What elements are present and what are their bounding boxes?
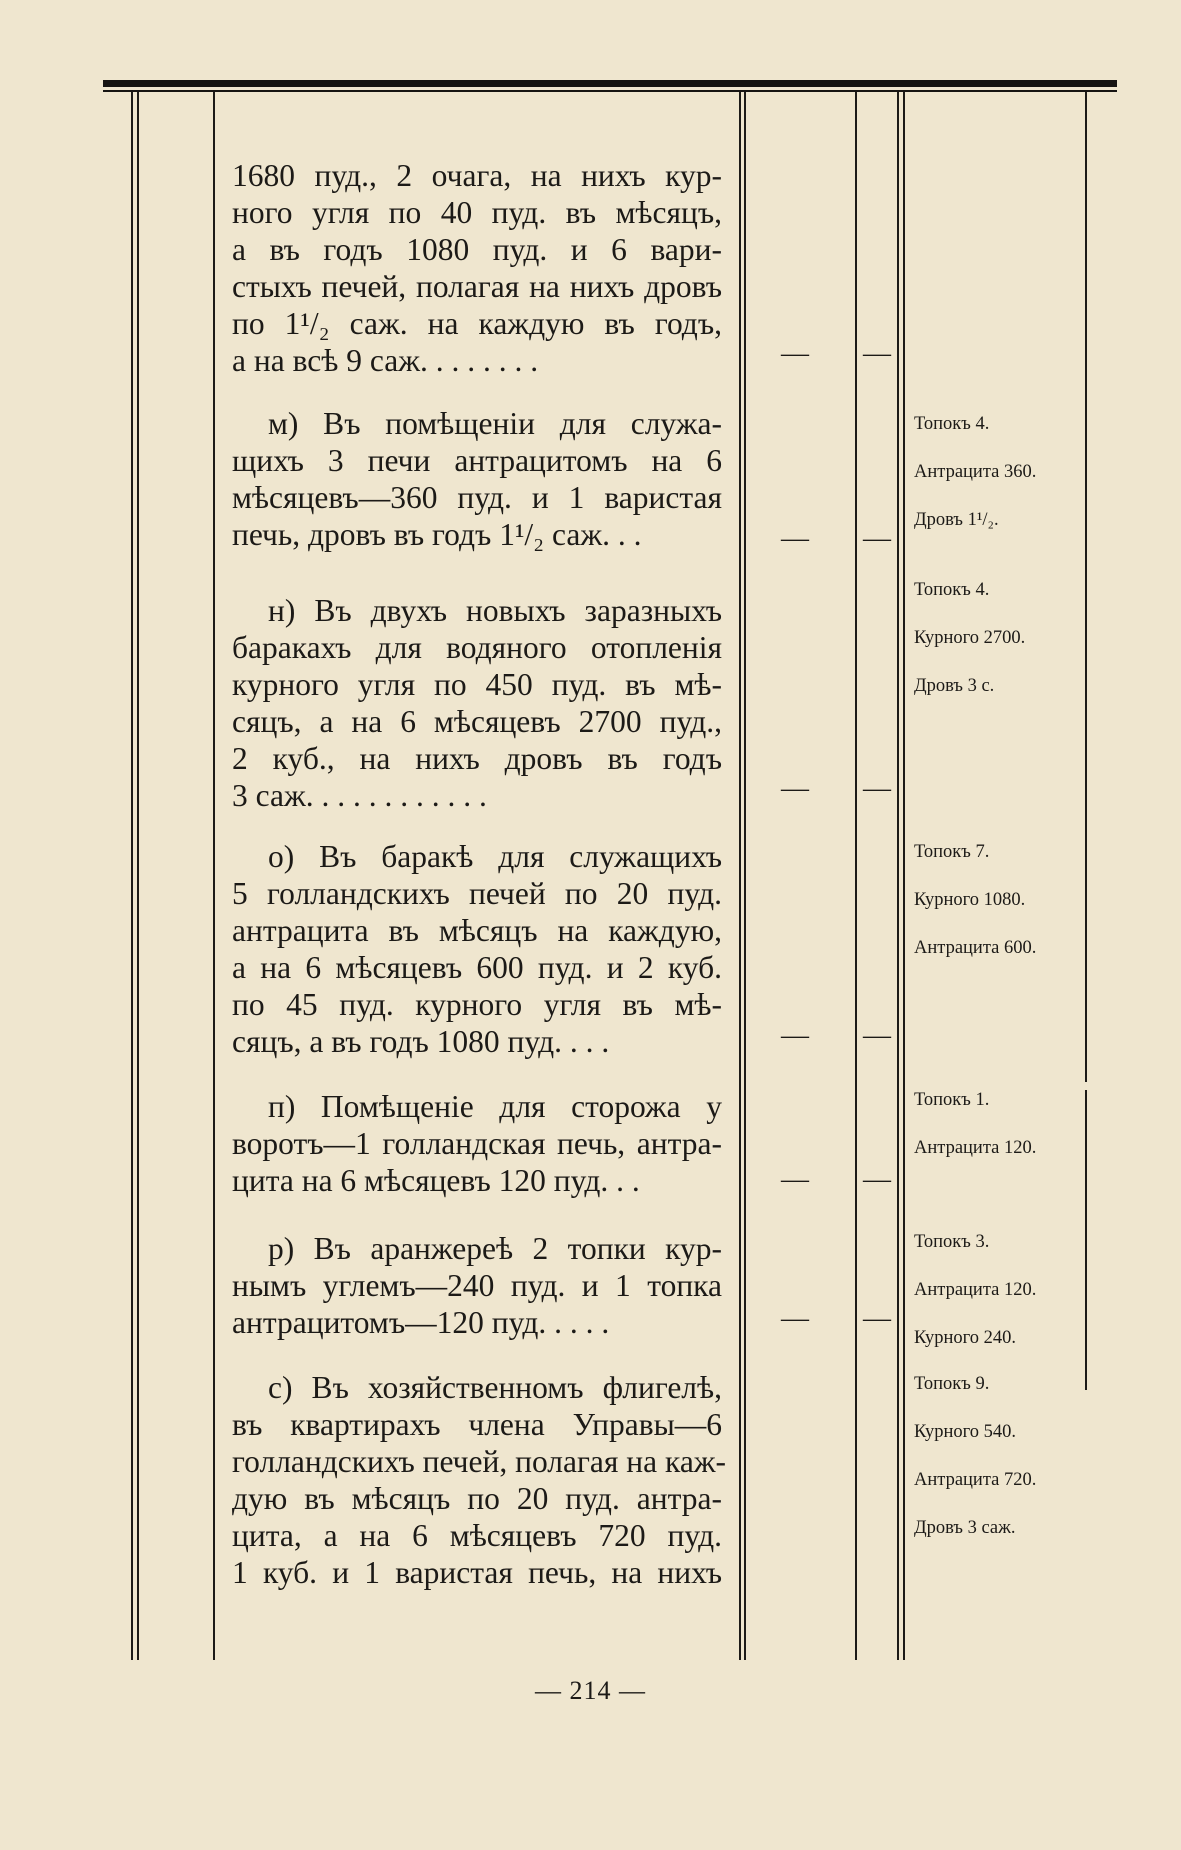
column-line xyxy=(744,92,746,1660)
amount-dash: — xyxy=(863,1303,891,1334)
entry-line: антрацитомъ—120 пуд. . . . . xyxy=(232,1305,610,1340)
entry-line: цита на 6 мѣсяцевъ 120 пуд. . . xyxy=(232,1163,640,1198)
amount-dash: — xyxy=(781,1164,809,1195)
entry-line: 2 куб., на нихъ дровъ въ годъ xyxy=(232,741,722,776)
entry-line: н) Въ двухъ новыхъ заразныхъ xyxy=(268,593,722,628)
fuel-summary-line: Антрацита 120. xyxy=(914,1138,1037,1158)
fuel-summary-line: Топокъ 9. xyxy=(914,1374,990,1394)
column-line xyxy=(137,92,139,1660)
entry-line: дую въ мѣсяцъ по 20 пуд. антра- xyxy=(232,1481,722,1516)
entry-text xyxy=(232,405,722,553)
entry-line: а на 6 мѣсяцевъ 600 пуд. и 2 куб. xyxy=(232,950,722,985)
entry-line: а на всѣ 9 саж. . . . . . . . xyxy=(232,343,539,378)
entry-line: а въ годъ 1080 пуд. и 6 вари- xyxy=(232,232,722,267)
amount-dash: — xyxy=(781,523,809,554)
column-line xyxy=(855,92,857,1660)
fuel-summary-line: Курного 540. xyxy=(914,1422,1016,1442)
fuel-summary-line: Антрацита 360. xyxy=(914,462,1037,482)
fuel-summary-line: Топокъ 1. xyxy=(914,1090,990,1110)
entry-line: стыхъ печей, полагая на нихъ дровъ xyxy=(232,269,722,304)
column-line xyxy=(213,92,215,1660)
entry-line: р) Въ аранжереѣ 2 топки кур- xyxy=(268,1231,722,1266)
amount-dash: — xyxy=(863,338,891,369)
fuel-summary-line: Антрацита 720. xyxy=(914,1470,1037,1490)
entry-line: м) Въ помѣщеніи для служа- xyxy=(268,406,722,441)
fuel-summary xyxy=(914,1232,1089,1376)
fuel-summary-line: Топокъ 4. xyxy=(914,414,990,434)
fuel-summary xyxy=(914,414,1089,558)
amount-dash: — xyxy=(781,338,809,369)
fuel-summary xyxy=(914,1090,1089,1186)
column-line xyxy=(739,92,741,1660)
entry-line: голландскихъ печей, полагая на каж- xyxy=(232,1444,727,1479)
entry-text xyxy=(232,157,722,379)
entry-line: сяцъ, а на 6 мѣсяцевъ 2700 пуд., xyxy=(232,704,722,739)
fuel-summary-line: Дровъ 3 саж. xyxy=(914,1518,1016,1538)
fuel-summary-line: Топокъ 3. xyxy=(914,1232,990,1252)
entry-line: 5 голландскихъ печей по 20 пуд. xyxy=(232,876,722,911)
fuel-summary-line: Дровъ 3 с. xyxy=(914,676,995,696)
fuel-summary-line: Курного 1080. xyxy=(914,890,1026,910)
entry-line: п) Помѣщеніе для сторожа у xyxy=(268,1089,722,1124)
entry-line: 3 саж. . . . . . . . . . . . xyxy=(232,778,487,813)
entry-line: 1680 пуд., 2 очага, на нихъ кур- xyxy=(232,158,722,193)
entry-line: сяцъ, а въ годъ 1080 пуд. . . . xyxy=(232,1024,610,1059)
fuel-summary-line: Дровъ 1¹/₂. xyxy=(914,510,999,530)
top-rule xyxy=(103,80,1117,87)
entry-line: щихъ 3 печи антрацитомъ на 6 xyxy=(232,443,722,478)
fuel-summary xyxy=(914,842,1089,986)
entry-line: ного угля по 40 пуд. въ мѣсяцъ, xyxy=(232,195,722,230)
entry-line: печь, дровъ въ годъ 1¹/₂ саж. . . xyxy=(232,517,642,552)
amount-dash: — xyxy=(863,523,891,554)
column-line xyxy=(897,92,899,1660)
entry-line: с) Въ хозяйственномъ флигелѣ, xyxy=(268,1370,722,1405)
amount-dash: — xyxy=(781,773,809,804)
entry-text xyxy=(232,592,722,814)
fuel-summary-line: Антрацита 120. xyxy=(914,1280,1037,1300)
entry-line: нымъ углемъ—240 пуд. и 1 топка xyxy=(232,1268,722,1303)
entry-line: баракахъ для водяного отопленія xyxy=(232,630,722,665)
entry-line: о) Въ баракѣ для служащихъ xyxy=(268,839,722,874)
fuel-summary xyxy=(914,1374,1089,1566)
column-line xyxy=(131,92,133,1660)
entry-line: по 1¹/₂ саж. на каждую въ годъ, xyxy=(232,306,722,341)
column-line xyxy=(903,92,905,1660)
amount-dash: — xyxy=(781,1303,809,1334)
amount-dash: — xyxy=(863,1164,891,1195)
entry-line: курного угля по 450 пуд. въ мѣ- xyxy=(232,667,722,702)
entry-line: цита, а на 6 мѣсяцевъ 720 пуд. xyxy=(232,1518,722,1553)
entry-line: 1 куб. и 1 варистая печь, на нихъ xyxy=(232,1555,722,1590)
entry-text xyxy=(232,1230,722,1341)
fuel-summary-line: Курного 2700. xyxy=(914,628,1026,648)
entry-text xyxy=(232,1369,727,1591)
amount-dash: — xyxy=(781,1020,809,1051)
amount-dash: — xyxy=(863,1020,891,1051)
top-rule-thin xyxy=(103,90,1117,92)
fuel-summary-line: Топокъ 4. xyxy=(914,580,990,600)
fuel-summary-line: Антрацита 600. xyxy=(914,938,1037,958)
fuel-summary-line: Курного 240. xyxy=(914,1328,1016,1348)
amount-dash: — xyxy=(863,773,891,804)
entry-line: по 45 пуд. курного угля въ мѣ- xyxy=(232,987,722,1022)
entry-line: антрацита въ мѣсяцъ на каждую, xyxy=(232,913,722,948)
entry-line: въ квартирахъ члена Управы—6 xyxy=(232,1407,722,1442)
entry-text xyxy=(232,1088,722,1199)
fuel-summary-line: Топокъ 7. xyxy=(914,842,990,862)
entry-text xyxy=(232,838,722,1060)
fuel-summary xyxy=(914,580,1089,724)
page-number: — 214 — xyxy=(535,1676,646,1705)
entry-line: воротъ—1 голландская печь, антра- xyxy=(232,1126,722,1161)
entry-line: мѣсяцевъ—360 пуд. и 1 варистая xyxy=(232,480,722,515)
